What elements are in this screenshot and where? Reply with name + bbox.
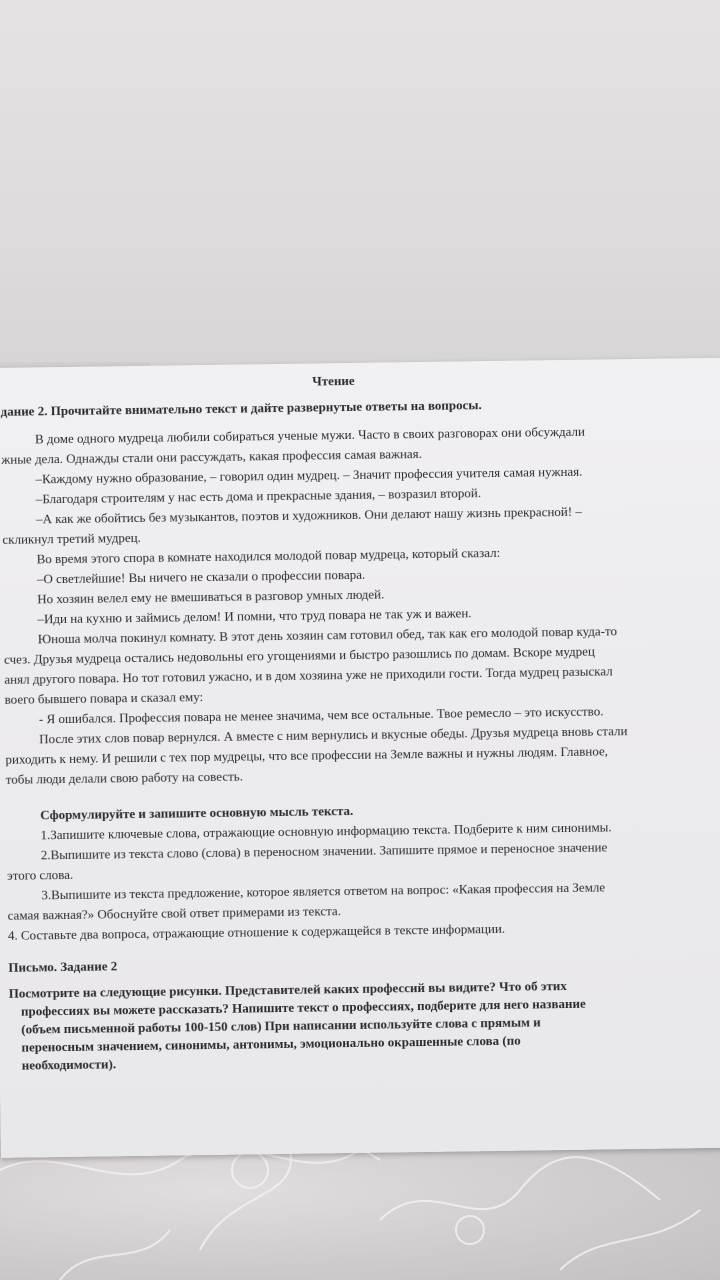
text-line: Юноша молча покинул комнату. В этот день хозяин сам готовил обед, так как его молодой повар куда-то <box>37 623 618 647</box>
text-line: - Я ошибался. Профессия повара не менее значима, чем все остальные. Твое ремесло – это искусство. <box>38 703 604 727</box>
background-surface <box>0 0 720 400</box>
question-line: 4. Составьте два вопроса, отражающие отношение к содержащейся в тексте информации. <box>7 920 506 943</box>
question-line: самая важная?» Обоснуйте свой ответ примерами из текста. <box>7 903 342 923</box>
question-line: 3.Выпишите из текста предложение, которое является ответом на вопрос: «Какая профессия на Земле <box>41 879 606 903</box>
text-line: тобы люди делали свою работу на совесть. <box>5 768 244 787</box>
question-line: 1.Запишите ключевые слова, отражающие основную информацию текста. Подберите к ним синонимы. <box>40 819 612 843</box>
text-line: В доме одного мудреца любили собираться ученые мужи. Часто в своих разговорах они обсуждали <box>34 423 585 447</box>
text-line: анял другого повара. Но тот готовил ужасно, и в дом хозяина уже не приходили гости. Тогда мудрец разыскал <box>4 663 613 687</box>
text-line: –Иди на кухню и займись делом! И помни, что труд повара не так уж и важен. <box>37 605 472 627</box>
question-line: этого слова. <box>6 866 74 883</box>
text-line: счез. Друзья мудреца остались недовольны его угощениями и быстро разошлись по домам. Вскоре мудрец <box>3 643 595 667</box>
text-line: жные дела. Однажды стали они рассуждать, какая профессия самая важная. <box>1 445 422 467</box>
writing-line: профессиях вы можете рассказать? Напишите текст о профессиях, подберите для него название <box>20 995 586 1019</box>
question-line: 2.Выпишите из текста слово (слова) в переносном значении. Запишите прямое и переносное значение <box>40 839 608 863</box>
task-title: дание 2. Прочитайте внимательно текст и дайте развернутые ответы на вопросы. <box>0 397 482 419</box>
section-heading-reading: Чтение <box>312 372 355 389</box>
document-sheet <box>0 357 720 1158</box>
text-line: –А как же обойтись без музыкантов, поэтов и художников. Они делают нашу жизнь прекрасной! – <box>36 503 583 527</box>
text-line: После этих слов повар вернулся. А вместе с ним вернулись и вкусные обеды. Друзья мудреца вновь стали <box>39 723 628 747</box>
writing-title: Письмо. Задание 2 <box>8 958 118 975</box>
text-line: –Благодаря строителям у нас есть дома и прекрасные здания, – возразил второй. <box>35 485 482 507</box>
text-line: –О светлейшие! Вы ничего не сказали о профессии повара. <box>36 566 366 587</box>
writing-line: (объем письменной работы 100-150 слов) При написании используйте слова с прямым и <box>21 1014 541 1037</box>
text-line: Но хозяин велел ему не вмешиваться в разговор умных людей. <box>37 586 385 607</box>
questions-title: Сформулируйте и запишите основную мысль текста. <box>40 802 354 823</box>
writing-line: переносным значением, синонимы, антонимы, эмоционально окрашенные слова (по <box>21 1032 521 1055</box>
writing-line: Посмотрите на следующие рисунки. Представителей каких профессий вы видите? Что об этих <box>8 978 567 1001</box>
text-line: риходить к нему. И решили с тех пор мудрецы, что все профессии на Земле важны и нужны людям. Главное, <box>5 743 609 767</box>
writing-line: необходимости). <box>21 1056 117 1073</box>
text-line: воего бывшего повара и сказал ему: <box>4 689 204 707</box>
text-line: –Каждому нужно образование, – говорил один мудрец. – Значит профессия учителя самая нужная. <box>35 463 583 487</box>
text-line: скликнул третий мудрец. <box>2 529 141 547</box>
text-line: Во время этого спора в комнате находился молодой повар мудреца, который сказал: <box>36 544 501 567</box>
